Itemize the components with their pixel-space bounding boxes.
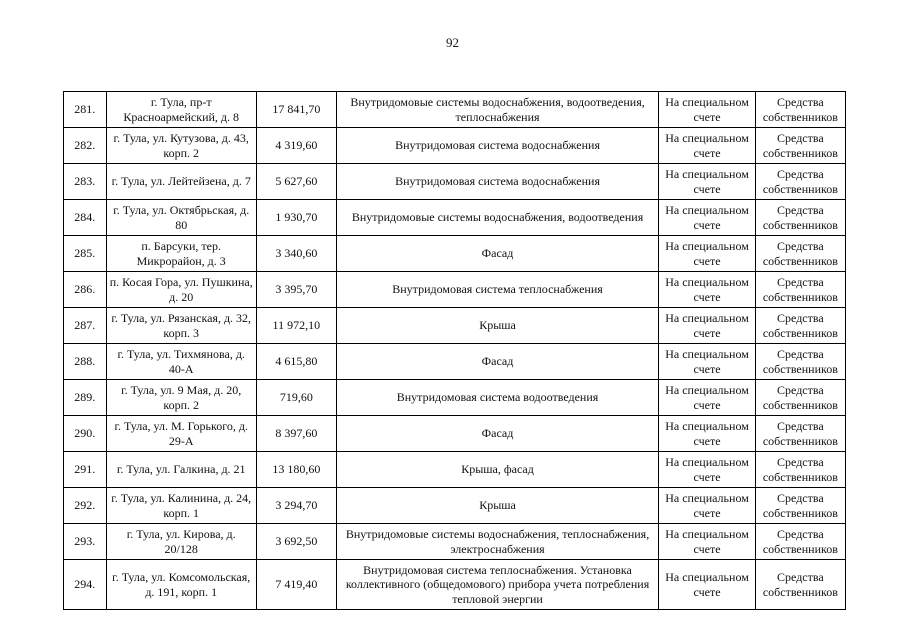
fund-method-cell: На специальном счете — [659, 380, 755, 416]
funding-source-cell: Средства собственников — [755, 452, 845, 488]
address-cell: п. Косая Гора, ул. Пушкина, д. 20 — [106, 272, 256, 308]
address-cell: г. Тула, ул. Октябрьская, д. 80 — [106, 200, 256, 236]
fund-method-cell: На специальном счете — [659, 128, 755, 164]
row-number-cell: 286. — [64, 272, 107, 308]
address-cell: г. Тула, пр-т Красноармейский, д. 8 — [106, 92, 256, 128]
works-cell: Внутридомовые системы водоснабжения, теплоснабжения, электроснабжения — [336, 524, 659, 560]
address-cell: г. Тула, ул. Лейтейзена, д. 7 — [106, 164, 256, 200]
address-cell: г. Тула, ул. Кутузова, д. 43, корп. 2 — [106, 128, 256, 164]
funding-source-cell: Средства собственников — [755, 344, 845, 380]
table-row — [64, 380, 846, 416]
cost-cell: 5 627,60 — [256, 164, 336, 200]
address-cell: г. Тула, ул. Тихмянова, д. 40-А — [106, 344, 256, 380]
row-number-cell: 281. — [64, 92, 107, 128]
registry-table-body — [64, 92, 846, 610]
table-row — [64, 272, 846, 308]
address-cell: г. Тула, ул. Рязанская, д. 32, корп. 3 — [106, 308, 256, 344]
table-row — [64, 236, 846, 272]
works-cell: Внутридомовая система водоотведения — [336, 380, 659, 416]
cost-cell: 3 340,60 — [256, 236, 336, 272]
address-cell: п. Барсуки, тер. Микрорайон, д. 3 — [106, 236, 256, 272]
table-row — [64, 92, 846, 128]
funding-source-cell: Средства собственников — [755, 272, 845, 308]
cost-cell: 3 294,70 — [256, 488, 336, 524]
fund-method-cell: На специальном счете — [659, 560, 755, 610]
works-cell: Крыша — [336, 308, 659, 344]
works-cell: Фасад — [336, 344, 659, 380]
works-cell: Фасад — [336, 416, 659, 452]
table-row — [64, 524, 846, 560]
funding-source-cell: Средства собственников — [755, 200, 845, 236]
funding-source-cell: Средства собственников — [755, 236, 845, 272]
works-cell: Крыша — [336, 488, 659, 524]
row-number-cell: 288. — [64, 344, 107, 380]
fund-method-cell: На специальном счете — [659, 524, 755, 560]
works-cell: Внутридомовые системы водоснабжения, водоотведения, теплоснабжения — [336, 92, 659, 128]
fund-method-cell: На специальном счете — [659, 344, 755, 380]
works-cell: Внутридомовая система водоснабжения — [336, 128, 659, 164]
works-cell: Внутридомовая система теплоснабжения — [336, 272, 659, 308]
funding-source-cell: Средства собственников — [755, 308, 845, 344]
cost-cell: 13 180,60 — [256, 452, 336, 488]
table-row — [64, 200, 846, 236]
cost-cell: 1 930,70 — [256, 200, 336, 236]
table-row — [64, 128, 846, 164]
funding-source-cell: Средства собственников — [755, 560, 845, 610]
funding-source-cell: Средства собственников — [755, 164, 845, 200]
address-cell: г. Тула, ул. 9 Мая, д. 20, корп. 2 — [106, 380, 256, 416]
fund-method-cell: На специальном счете — [659, 272, 755, 308]
fund-method-cell: На специальном счете — [659, 488, 755, 524]
row-number-cell: 291. — [64, 452, 107, 488]
cost-cell: 4 615,80 — [256, 344, 336, 380]
fund-method-cell: На специальном счете — [659, 308, 755, 344]
fund-method-cell: На специальном счете — [659, 236, 755, 272]
works-cell: Внутридомовые системы водоснабжения, водоотведения — [336, 200, 659, 236]
page-number: 92 — [446, 35, 459, 50]
repair-registry-table — [63, 91, 846, 610]
works-cell: Крыша, фасад — [336, 452, 659, 488]
table-row — [64, 560, 846, 610]
funding-source-cell: Средства собственников — [755, 92, 845, 128]
table-row — [64, 308, 846, 344]
fund-method-cell: На специальном счете — [659, 200, 755, 236]
address-cell: г. Тула, ул. Кирова, д. 20/128 — [106, 524, 256, 560]
address-cell: г. Тула, ул. М. Горького, д. 29-А — [106, 416, 256, 452]
fund-method-cell: На специальном счете — [659, 92, 755, 128]
table-row — [64, 164, 846, 200]
cost-cell: 4 319,60 — [256, 128, 336, 164]
row-number-cell: 290. — [64, 416, 107, 452]
cost-cell: 7 419,40 — [256, 560, 336, 610]
funding-source-cell: Средства собственников — [755, 488, 845, 524]
row-number-cell: 284. — [64, 200, 107, 236]
fund-method-cell: На специальном счете — [659, 416, 755, 452]
funding-source-cell: Средства собственников — [755, 524, 845, 560]
cost-cell: 8 397,60 — [256, 416, 336, 452]
row-number-cell: 285. — [64, 236, 107, 272]
table-row — [64, 344, 846, 380]
cost-cell: 3 395,70 — [256, 272, 336, 308]
row-number-cell: 283. — [64, 164, 107, 200]
cost-cell: 719,60 — [256, 380, 336, 416]
address-cell: г. Тула, ул. Калинина, д. 24, корп. 1 — [106, 488, 256, 524]
works-cell: Фасад — [336, 236, 659, 272]
row-number-cell: 287. — [64, 308, 107, 344]
row-number-cell: 282. — [64, 128, 107, 164]
address-cell: г. Тула, ул. Галкина, д. 21 — [106, 452, 256, 488]
cost-cell: 17 841,70 — [256, 92, 336, 128]
works-cell: Внутридомовая система водоснабжения — [336, 164, 659, 200]
row-number-cell: 293. — [64, 524, 107, 560]
funding-source-cell: Средства собственников — [755, 416, 845, 452]
row-number-cell: 292. — [64, 488, 107, 524]
funding-source-cell: Средства собственников — [755, 380, 845, 416]
funding-source-cell: Средства собственников — [755, 128, 845, 164]
cost-cell: 11 972,10 — [256, 308, 336, 344]
table-row — [64, 452, 846, 488]
row-number-cell: 294. — [64, 560, 107, 610]
table-row — [64, 416, 846, 452]
works-cell: Внутридомовая система теплоснабжения. Установка коллективного (общедомового) прибора учета потребления тепловой энергии — [336, 560, 659, 610]
table-row — [64, 488, 846, 524]
cost-cell: 3 692,50 — [256, 524, 336, 560]
fund-method-cell: На специальном счете — [659, 164, 755, 200]
row-number-cell: 289. — [64, 380, 107, 416]
fund-method-cell: На специальном счете — [659, 452, 755, 488]
address-cell: г. Тула, ул. Комсомольская, д. 191, корп. 1 — [106, 560, 256, 610]
